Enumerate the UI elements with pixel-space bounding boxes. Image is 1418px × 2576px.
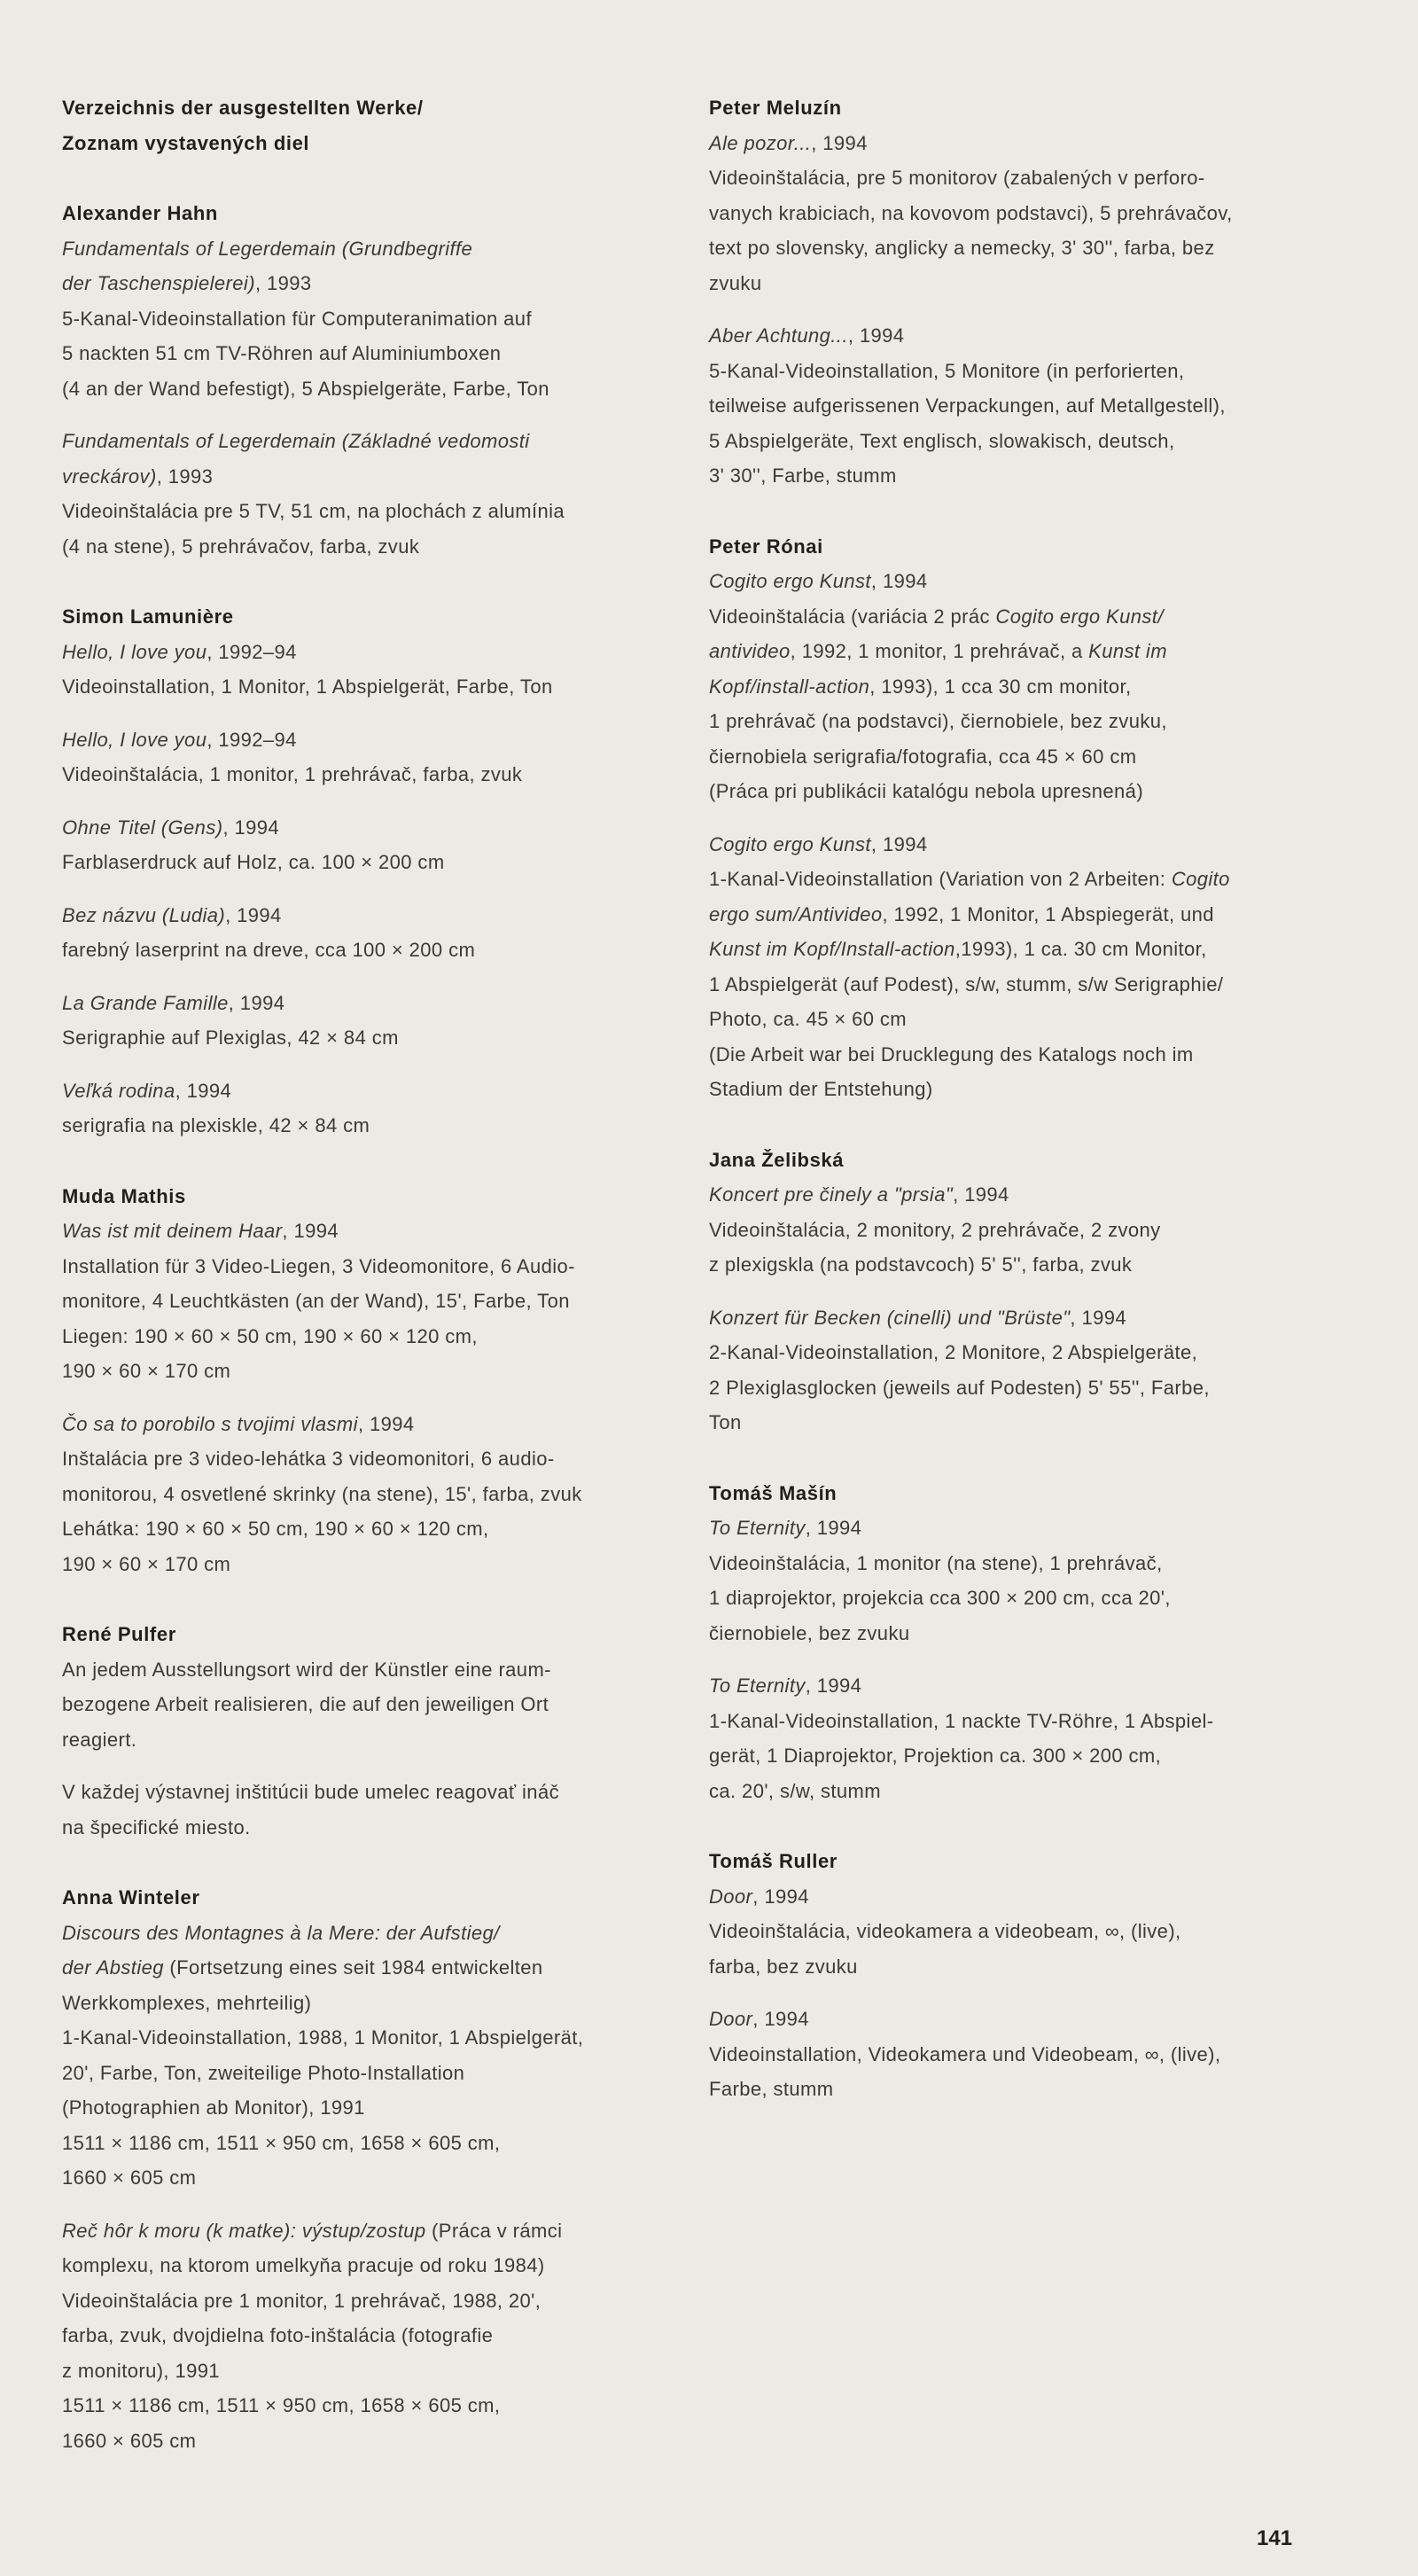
work-title: Čo sa to porobilo s tvojimi vlasmi, 1994: [62, 1412, 415, 1435]
work-detail: 1-Kanal-Videoinstallation, 1 nackte TV-Röhre, 1 Abspiel-: [709, 1709, 1214, 1732]
work-title: Discours des Montagnes à la Mere: der Aufstieg/: [62, 1921, 500, 1944]
work-detail: Photo, ca. 45 × 60 cm: [709, 1008, 908, 1030]
work-detail: z monitoru), 1991: [62, 2359, 220, 2382]
work-detail: Stadium der Entstehung): [709, 1078, 933, 1100]
work-detail: 1660 × 605 cm: [62, 2166, 197, 2189]
work-detail: komplexu, na ktorom umelkyňa pracuje od roku 1984): [62, 2254, 545, 2276]
artist-name: Simon Lamunière: [62, 605, 234, 628]
work-title: Hello, I love you, 1992–94: [62, 728, 297, 751]
work-detail: čiernobiela serigrafia/fotografia, cca 45 × 60 cm: [709, 745, 1137, 768]
work-title: Reč hôr k moru (k matke): výstup/zostup (Práca v rámci: [62, 2219, 563, 2242]
work-detail: reagiert.: [62, 1728, 137, 1751]
work-title: vreckárov), 1993: [62, 464, 214, 488]
work-detail: (Photographien ab Monitor), 1991: [62, 2096, 365, 2119]
work-detail: Videoinštalácia pre 1 monitor, 1 prehrávač, 1988, 20',: [62, 2289, 541, 2312]
work-detail: ergo sum/Antivideo, 1992, 1 Monitor, 1 Abspiegerät, und: [709, 902, 1214, 925]
work-detail: 1 Abspielgerät (auf Podest), s/w, stumm, s/w Serigraphie/: [709, 972, 1224, 995]
work-detail: 20', Farbe, Ton, zweiteilige Photo-Installation: [62, 2061, 465, 2084]
work-detail: 3' 30'', Farbe, stumm: [709, 464, 897, 487]
work-detail: 2 Plexiglasglocken (jeweils auf Podesten) 5' 55'', Farbe,: [709, 1376, 1210, 1399]
work-title: Veľká rodina, 1994: [62, 1079, 232, 1102]
work-detail: ca. 20', s/w, stumm: [709, 1779, 881, 1802]
work-detail: Farblaserdruck auf Holz, ca. 100 × 200 cm: [62, 851, 445, 873]
section-heading-secondary: Zoznam vystavených diel: [62, 131, 310, 154]
work-title: Fundamentals of Legerdemain (Základné vedomosti: [62, 430, 530, 452]
work-detail: (Práca pri publikácii katalógu nebola upresnená): [709, 780, 1144, 802]
work-detail: čiernobiele, bez zvuku: [709, 1621, 910, 1644]
work-detail: 1660 × 605 cm: [62, 2429, 197, 2452]
work-detail: 1-Kanal-Videoinstallation, 1988, 1 Monitor, 1 Abspielgerät,: [62, 2026, 584, 2049]
work-title: Fundamentals of Legerdemain (Grundbegriffe: [62, 237, 473, 260]
work-detail: Videoinstallation, 1 Monitor, 1 Abspielgerät, Farbe, Ton: [62, 675, 553, 698]
right-column: [709, 90, 1321, 2107]
work-detail: farba, bez zvuku: [709, 1955, 858, 1978]
work-detail: serigrafia na plexiskle, 42 × 84 cm: [62, 1114, 370, 1136]
work-title: Door, 1994: [709, 2008, 809, 2030]
work-detail: Videoinštalácia, pre 5 monitorov (zabalených v perforo-: [709, 167, 1205, 189]
work-detail: (4 na stene), 5 prehrávačov, farba, zvuk: [62, 535, 420, 558]
work-title: Konzert für Becken (cinelli) und "Brüste", 1994: [709, 1306, 1126, 1329]
work-detail: na špecifické miesto.: [62, 1815, 251, 1838]
work-detail: Installation für 3 Video-Liegen, 3 Videomonitore, 6 Audio-: [62, 1254, 575, 1277]
work-detail: Videoinštalácia (variácia 2 prác Cogito ergo Kunst/: [709, 605, 1164, 628]
work-detail: 1-Kanal-Videoinstallation (Variation von 2 Arbeiten: Cogito: [709, 868, 1230, 890]
work-title: Cogito ergo Kunst, 1994: [709, 570, 928, 592]
work-detail: 5 Abspielgeräte, Text englisch, slowakisch, deutsch,: [709, 429, 1175, 452]
work-detail: 5-Kanal-Videoinstallation, 5 Monitore (in perforierten,: [709, 359, 1185, 382]
work-detail: 190 × 60 × 170 cm: [62, 1552, 231, 1575]
work-detail: Ton: [709, 1411, 742, 1433]
work-detail: 5-Kanal-Videoinstallation für Computeranimation auf: [62, 307, 532, 330]
work-detail: Kunst im Kopf/Install-action,1993), 1 ca. 30 cm Monitor,: [709, 938, 1207, 960]
artist-name: Jana Želibská: [709, 1148, 845, 1171]
work-detail: gerät, 1 Diaprojektor, Projektion ca. 300 × 200 cm,: [709, 1745, 1162, 1767]
work-title: Koncert pre činely a "prsia", 1994: [709, 1183, 1009, 1206]
work-detail: Liegen: 190 × 60 × 50 cm, 190 × 60 × 120 cm,: [62, 1324, 478, 1347]
work-title: Aber Achtung..., 1994: [709, 324, 905, 347]
work-detail: teilweise aufgerissenen Verpackungen, auf Metallgestell),: [709, 394, 1226, 417]
work-detail: V každej výstavnej inštitúcii bude umelec reagovať ináč: [62, 1781, 559, 1803]
work-detail: Serigraphie auf Plexiglas, 42 × 84 cm: [62, 1026, 399, 1049]
work-title: Was ist mit deinem Haar, 1994: [62, 1220, 339, 1242]
work-detail: Farbe, stumm: [709, 2078, 834, 2100]
work-title: Ale pozor..., 1994: [709, 131, 868, 154]
section-heading: Verzeichnis der ausgestellten Werke/: [62, 97, 424, 119]
work-detail: Kopf/install-action, 1993), 1 cca 30 cm monitor,: [709, 675, 1132, 698]
work-detail: Werkkomplexes, mehrteilig): [62, 1991, 312, 2014]
work-detail: Videoinstallation, Videokamera und Videobeam, ∞, (live),: [709, 2042, 1221, 2065]
artist-name: Alexander Hahn: [62, 202, 218, 224]
left-column: [62, 90, 674, 2458]
work-detail: 1 diaprojektor, projekcia cca 300 × 200 cm, cca 20',: [709, 1587, 1171, 1609]
work-detail: Videoinštalácia, 1 monitor, 1 prehrávač, farba, zvuk: [62, 763, 523, 785]
work-detail: farebný laserprint na dreve, cca 100 × 200 cm: [62, 939, 476, 961]
artist-name: René Pulfer: [62, 1623, 176, 1645]
work-title: To Eternity, 1994: [709, 1674, 862, 1697]
work-detail: text po slovensky, anglicky a nemecky, 3' 30'', farba, bez: [709, 237, 1215, 259]
work-title: der Abstieg (Fortsetzung eines seit 1984 entwickelten: [62, 1956, 543, 1979]
work-detail: 190 × 60 × 170 cm: [62, 1360, 231, 1382]
work-detail: monitorou, 4 osvetlené skrinky (na stene), 15', farba, zvuk: [62, 1482, 582, 1505]
work-detail: Videoinštalácia, 2 monitory, 2 prehrávače, 2 zvony: [709, 1218, 1161, 1241]
work-detail: 2-Kanal-Videoinstallation, 2 Monitore, 2 Abspielgeräte,: [709, 1341, 1198, 1363]
work-detail: An jedem Ausstellungsort wird der Künstler eine raum-: [62, 1658, 551, 1681]
work-detail: Videoinštalácia, videokamera a videobeam, ∞, (live),: [709, 1920, 1181, 1942]
work-detail: bezogene Arbeit realisieren, die auf den jeweiligen Ort: [62, 1693, 549, 1715]
work-detail: Lehátka: 190 × 60 × 50 cm, 190 × 60 × 120 cm,: [62, 1518, 489, 1540]
work-detail: z plexigskla (na podstavcoch) 5' 5'', farba, zvuk: [709, 1253, 1133, 1276]
work-detail: (Die Arbeit war bei Drucklegung des Katalogs noch im: [709, 1042, 1194, 1066]
work-title: der Taschenspielerei), 1993: [62, 272, 312, 294]
work-title: Bez názvu (Ludia), 1994: [62, 903, 282, 926]
work-title: To Eternity, 1994: [709, 1517, 862, 1539]
work-detail: Videoinštalácia, 1 monitor (na stene), 1 prehrávač,: [709, 1551, 1163, 1574]
work-detail: 1511 × 1186 cm, 1511 × 950 cm, 1658 × 605 cm,: [62, 2131, 501, 2154]
work-detail: farba, zvuk, dvojdielna foto-inštalácia (fotografie: [62, 2324, 494, 2346]
artist-name: Peter Rónai: [709, 535, 823, 558]
work-detail: monitore, 4 Leuchtkästen (an der Wand), 15', Farbe, Ton: [62, 1290, 570, 1312]
work-detail: Videoinštalácia pre 5 TV, 51 cm, na plochách z alumínia: [62, 500, 565, 522]
work-detail: antivideo, 1992, 1 monitor, 1 prehrávač, a Kunst im: [709, 640, 1167, 662]
work-title: Ohne Titel (Gens), 1994: [62, 816, 280, 839]
work-detail: vanych krabiciach, na kovovom podstavci), 5 prehrávačov,: [709, 201, 1233, 224]
work-detail: 5 nackten 51 cm TV-Röhren auf Aluminiumboxen: [62, 342, 502, 364]
work-detail: 1511 × 1186 cm, 1511 × 950 cm, 1658 × 605 cm,: [62, 2394, 501, 2416]
page-number: 141: [1257, 2526, 1293, 2550]
artist-name: Muda Mathis: [62, 1184, 186, 1207]
artist-name: Tomáš Ruller: [709, 1850, 838, 1872]
artist-name: Anna Winteler: [62, 1886, 200, 1909]
work-detail: Inštalácia pre 3 video-lehátka 3 videomonitori, 6 audio-: [62, 1448, 555, 1470]
work-title: Cogito ergo Kunst, 1994: [709, 832, 928, 855]
work-detail: (4 an der Wand befestigt), 5 Abspielgeräte, Farbe, Ton: [62, 377, 549, 400]
work-detail: zvuku: [709, 271, 762, 294]
work-title: La Grande Famille, 1994: [62, 991, 285, 1014]
work-title: Hello, I love you, 1992–94: [62, 640, 297, 663]
work-title: Door, 1994: [709, 1885, 809, 1908]
artist-name: Tomáš Mašín: [709, 1481, 838, 1504]
artist-name: Peter Meluzín: [709, 97, 842, 119]
work-detail: 1 prehrávač (na podstavci), čiernobiele, bez zvuku,: [709, 710, 1167, 732]
